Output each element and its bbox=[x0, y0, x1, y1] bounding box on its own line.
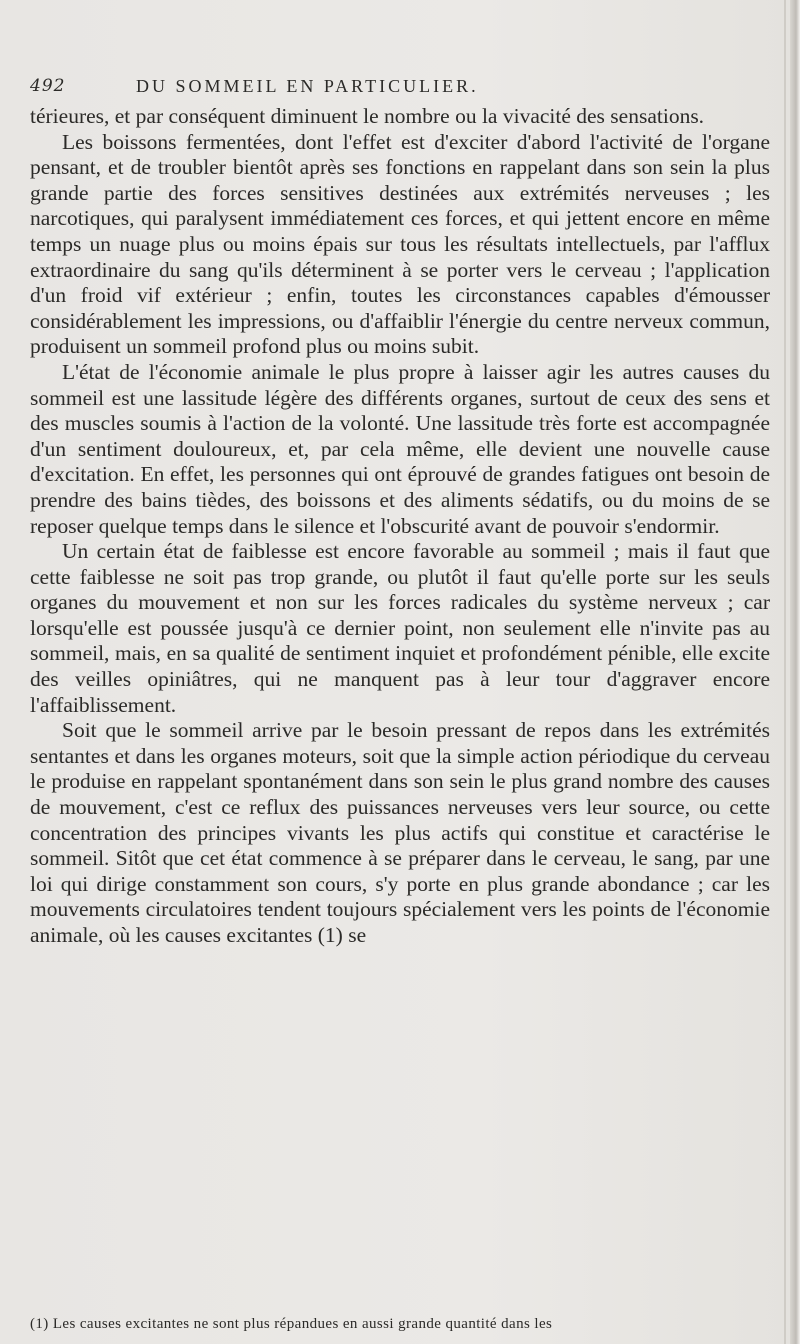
page-edge-shadow bbox=[790, 0, 800, 1344]
body-text bbox=[30, 104, 770, 949]
page-gutter-line bbox=[784, 0, 786, 1344]
footnote: (1) Les causes excitantes ne sont plus répandues en aussi grande quantité dans les bbox=[30, 1316, 553, 1332]
paragraph-reflux: Soit que le sommeil arrive par le besoin pressant de repos dans les extrémités sentantes et dans les organes moteurs, soit que la simple action périodique du cerveau le produise en rappelant spontanément dans son sein le plus grand nombre des causes de mouvement, c'est ce reflux des puissances nerveuses vers leur source, ou cette concentration des principes vivants les plus actifs qui constitue et caractérise le sommeil. Sitôt que cet état commence à se préparer dans le cerveau, le sang, par une loi qui dirige constamment son cours, s'y porte en plus grande abondance ; car les mouvements circulatoires tendent toujours spécialement vers les points de l'économie animale, où les causes excitantes (1) se bbox=[30, 718, 770, 947]
running-head-title: DU SOMMEIL EN PARTICULIER. bbox=[136, 76, 479, 96]
paragraph-economie-animale: L'état de l'économie animale le plus propre à laisser agir les autres causes du sommeil est une lassitude légère des différents organes, surtout de ceux des sens et des muscles soumis à l'action de la volonté. Une lassitude très forte est accompagnée d'un sentiment douloureux, et, par cela même, elle devient une nouvelle cause d'excitation. En effet, les personnes qui ont éprouvé de grandes fatigues ont besoin de prendre des bains tièdes, des boissons et des aliments sédatifs, ou du moins de se reposer quelque temps dans le silence et l'obscurité avant de pouvoir s'endormir. bbox=[30, 359, 770, 538]
paragraph-boissons: Les boissons fermentées, dont l'effet est d'exciter d'abord l'activité de l'organe pensant, et de troubler bientôt après ses fonctions en rappelant dans son sein la plus grande partie des forces sensitives destinées aux extrémités nerveuses ; les narcotiques, qui paralysent immédiatement ces forces, et qui jettent encore en même temps un nuage plus ou moins épais sur tous les résultats intellectuels, par l'afflux extraordinaire du sang qu'ils déterminent à se porter vers le cerveau ; l'application d'un froid vif extérieur ; enfin, toutes les circonstances capables d'émousser considérablement les impressions, ou d'affaiblir l'énergie du centre nerveux commun, produisent un sommeil profond plus ou moins subit. bbox=[30, 129, 770, 359]
paragraph-faiblesse: Un certain état de faiblesse est encore favorable au sommeil ; mais il faut que cette faiblesse ne soit pas trop grande, ou plutôt il faut qu'elle porte sur les seuls organes du mouvement et non sur les forces radicales du système nerveux ; car lorsqu'elle est poussée jusqu'à ce dernier point, non seulement elle n'invite pas au sommeil, mais, en sa qualité de sentiment inquiet et profondément pénible, elle excite des veilles opiniâtres, qui ne manquent pas à leur tour d'aggraver encore l'affaiblissement. bbox=[30, 539, 770, 717]
page-number: 492 bbox=[30, 76, 66, 96]
running-head bbox=[30, 76, 770, 102]
paragraph-continuation: térieures, et par conséquent diminuent le nombre ou la vivacité des sensations. bbox=[30, 104, 705, 128]
